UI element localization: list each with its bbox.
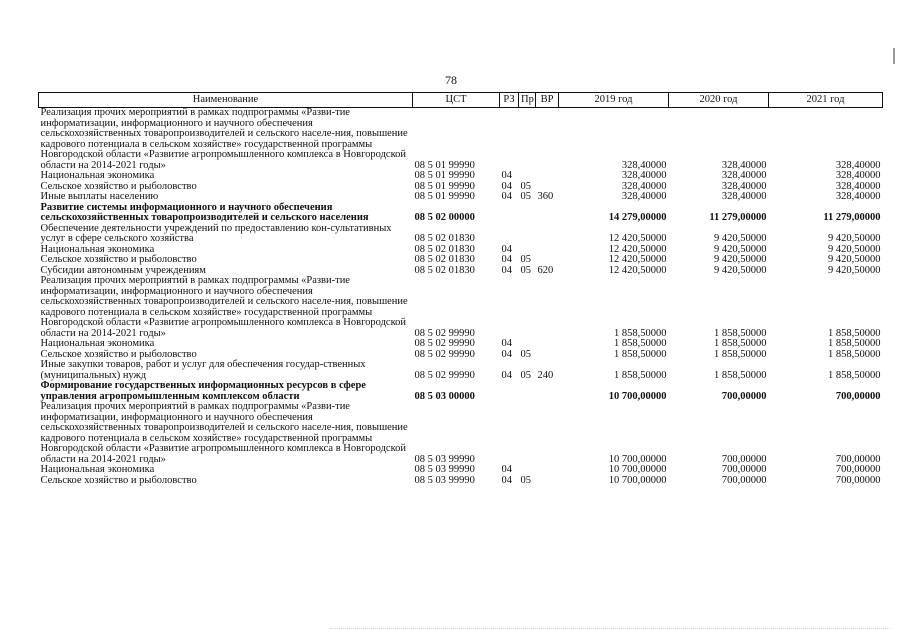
- row-code: 08 5 02 99990: [414, 369, 475, 381]
- row-value-2020: 1 858,50000: [714, 369, 767, 381]
- column-header-code: ЦСТ: [413, 93, 500, 108]
- table-row: [39, 465, 883, 476]
- row-value-2019: 1 858,50000: [614, 348, 667, 360]
- row-name: Реализация прочих мероприятий в рамках подпрограммы «Разви-тие информатизации, информационного и научного обеспечения сельскохозяйственных товаропроизводителей и сельского населе-ния, повышение кадрового потенциала в сельском хозяйстве» государственной программы Новгородской области «Развитие агропромышленного комплекса в Новгородской области на 2014-2021 годы»: [40, 275, 408, 339]
- row-value-2019: 328,40000: [621, 191, 667, 202]
- row-name: Обеспечение деятельности учреждений по предоставлению кон-сультативных услуг в сфере сельского хозяйства: [40, 222, 392, 244]
- row-value-2019: 10 700,00000: [608, 464, 667, 475]
- table-header: [39, 93, 883, 108]
- row-rz: 04: [501, 243, 512, 255]
- row-value-2020: 1 858,50000: [714, 338, 767, 349]
- row-value-2021: 1 858,50000: [828, 338, 881, 349]
- row-pr: [519, 339, 536, 350]
- row-value-2021: 328,40000: [835, 159, 881, 171]
- row-rz: 04: [501, 464, 512, 475]
- row-code: 08 5 02 00000: [414, 212, 475, 223]
- row-value-2021: 1 858,50000: [828, 369, 881, 381]
- table-row: [39, 255, 883, 266]
- table-row: [39, 339, 883, 350]
- row-pr: [519, 381, 536, 402]
- row-rz: [500, 402, 519, 465]
- row-value-2021: 9 420,50000: [828, 254, 881, 265]
- row-vr: [536, 476, 559, 487]
- row-code: 08 5 01 99990: [414, 159, 475, 171]
- row-value-2021: 11 279,00000: [823, 212, 881, 223]
- row-name: Национальная экономика: [40, 243, 155, 255]
- row-value-2021: 9 420,50000: [828, 233, 881, 244]
- row-value-2020: 328,40000: [721, 159, 767, 171]
- row-value-2020: 1 858,50000: [714, 348, 767, 360]
- row-rz: [500, 108, 519, 172]
- row-value-2019: 1 858,50000: [614, 338, 667, 349]
- row-vr: [536, 171, 559, 182]
- row-value-2020: 328,40000: [721, 191, 767, 202]
- row-value-2021: 1 858,50000: [828, 327, 881, 339]
- row-vr: [536, 245, 559, 256]
- column-header-2021: 2021 год: [769, 93, 883, 108]
- row-pr: [519, 171, 536, 182]
- row-rz: 04: [501, 338, 512, 349]
- row-code: 08 5 02 01830: [414, 254, 475, 265]
- row-vr: 620: [537, 264, 554, 276]
- row-code: 08 5 02 99990: [414, 327, 475, 339]
- row-rz: 04: [501, 474, 512, 486]
- row-value-2020: 700,00000: [721, 453, 767, 465]
- row-value-2019: 12 420,50000: [608, 233, 667, 244]
- row-name: Сельское хозяйство и рыболовство: [40, 254, 197, 265]
- row-pr: [519, 224, 536, 245]
- scan-edge-mark: [893, 48, 895, 64]
- column-header-rz: РЗ: [500, 93, 519, 108]
- row-value-2020: 328,40000: [721, 180, 767, 192]
- row-pr: 05: [520, 474, 531, 486]
- row-value-2019: 1 858,50000: [614, 327, 667, 339]
- row-value-2019: 10 700,00000: [608, 390, 667, 402]
- table-row: [39, 402, 883, 465]
- row-value-2021: 700,00000: [835, 390, 881, 402]
- row-name: Иные выплаты населению: [40, 191, 159, 202]
- row-name: Субсидии автономным учреждениям: [40, 264, 206, 276]
- row-vr: [536, 402, 559, 465]
- row-code: 08 5 02 99990: [414, 338, 475, 349]
- row-pr: 05: [520, 254, 531, 265]
- table-body: [39, 108, 883, 487]
- table-row: [39, 192, 883, 203]
- row-vr: [536, 465, 559, 476]
- row-value-2020: 11 279,00000: [709, 212, 767, 223]
- scan-noise: [330, 628, 890, 633]
- row-code: 08 5 03 99990: [414, 474, 475, 486]
- row-code: 08 5 02 01830: [414, 243, 475, 255]
- row-vr: 360: [537, 191, 554, 202]
- row-vr: [536, 350, 559, 361]
- row-value-2019: 328,40000: [621, 180, 667, 192]
- row-code: 08 5 01 99990: [414, 170, 475, 181]
- row-value-2020: 700,00000: [721, 390, 767, 402]
- row-name: Национальная экономика: [40, 170, 155, 181]
- row-value-2019: 328,40000: [621, 170, 667, 181]
- column-header-pr: Пр: [519, 93, 536, 108]
- row-pr: 05: [520, 348, 531, 360]
- row-name: Сельское хозяйство и рыболовство: [40, 348, 197, 360]
- budget-table: [38, 92, 883, 486]
- table-row: [39, 171, 883, 182]
- row-code: 08 5 03 99990: [414, 464, 475, 475]
- row-vr: [536, 224, 559, 245]
- row-value-2020: 9 420,50000: [714, 264, 767, 276]
- row-code: 08 5 03 00000: [414, 390, 475, 402]
- column-header-vr: ВР: [536, 93, 559, 108]
- row-value-2021: 1 858,50000: [828, 348, 881, 360]
- row-value-2021: 328,40000: [835, 170, 881, 181]
- row-value-2019: 12 420,50000: [608, 264, 667, 276]
- row-name: Реализация прочих мероприятий в рамках подпрограммы «Разви-тие информатизации, информационного и научного обеспечения сельскохозяйственных товаропроизводителей и сельского населе-ния, повышение кадрового потенциала в сельском хозяйстве» государственной программы Новгородской области «Развитие агропромышленного комплекса в Новгородской области на 2014-2021 годы»: [40, 107, 408, 171]
- table-row: [39, 476, 883, 487]
- row-pr: [519, 203, 536, 224]
- row-rz: 04: [501, 264, 512, 276]
- row-rz: 04: [501, 348, 512, 360]
- row-value-2019: 12 420,50000: [608, 243, 667, 255]
- page-number: 78: [445, 73, 457, 87]
- row-value-2021: 700,00000: [835, 453, 881, 465]
- table-row: [39, 203, 883, 224]
- row-value-2020: 9 420,50000: [714, 233, 767, 244]
- row-vr: [536, 255, 559, 266]
- table-row: [39, 381, 883, 402]
- row-value-2021: 328,40000: [835, 191, 881, 202]
- row-pr: 05: [520, 180, 531, 192]
- row-rz: 04: [501, 254, 512, 265]
- row-value-2020: 1 858,50000: [714, 327, 767, 339]
- row-value-2020: 328,40000: [721, 170, 767, 181]
- row-code: 08 5 02 01830: [414, 264, 475, 276]
- row-value-2021: 700,00000: [835, 464, 881, 475]
- row-value-2020: 9 420,50000: [714, 254, 767, 265]
- row-rz: 04: [501, 369, 512, 381]
- row-value-2021: 9 420,50000: [828, 264, 881, 276]
- row-pr: 05: [520, 264, 531, 276]
- row-value-2021: 700,00000: [835, 474, 881, 486]
- row-code: 08 5 01 99990: [414, 191, 475, 202]
- row-vr: 240: [537, 369, 554, 381]
- row-value-2019: 328,40000: [621, 159, 667, 171]
- table-row: [39, 108, 883, 172]
- row-pr: [519, 276, 536, 339]
- row-value-2021: 9 420,50000: [828, 243, 881, 255]
- row-value-2019: 10 700,00000: [608, 453, 667, 465]
- table-row: [39, 360, 883, 381]
- row-code: 08 5 02 99990: [414, 348, 475, 360]
- row-name: Национальная экономика: [40, 338, 155, 349]
- row-pr: 05: [520, 369, 531, 381]
- column-header-2019: 2019 год: [559, 93, 669, 108]
- row-name: Иные закупки товаров, работ и услуг для обеспечения государ-ственных (муниципальных) нужд: [40, 359, 366, 381]
- column-header-2020: 2020 год: [669, 93, 769, 108]
- row-value-2019: 12 420,50000: [608, 254, 667, 265]
- row-vr: [536, 339, 559, 350]
- row-value-2020: 700,00000: [721, 464, 767, 475]
- row-pr: 05: [520, 191, 531, 202]
- row-code: 08 5 02 01830: [414, 233, 475, 244]
- row-rz: [500, 224, 519, 245]
- row-vr: [536, 276, 559, 339]
- row-value-2020: 9 420,50000: [714, 243, 767, 255]
- row-value-2019: 14 279,00000: [608, 212, 667, 223]
- row-pr: [519, 402, 536, 465]
- row-rz: [500, 276, 519, 339]
- row-pr: [519, 108, 536, 172]
- column-header-name: Наименование: [39, 93, 413, 108]
- row-rz: 04: [501, 170, 512, 181]
- row-name: Сельское хозяйство и рыболовство: [40, 180, 197, 192]
- row-rz: [500, 381, 519, 402]
- row-rz: 04: [501, 191, 512, 202]
- row-name: Формирование государственных информационных ресурсов в сфере управления агропромышленным комплексом области: [40, 380, 366, 402]
- row-vr: [536, 108, 559, 172]
- row-name: Национальная экономика: [40, 464, 155, 475]
- row-value-2020: 700,00000: [721, 474, 767, 486]
- row-pr: [519, 465, 536, 476]
- row-name: Сельское хозяйство и рыболовство: [40, 474, 197, 486]
- row-rz: [500, 203, 519, 224]
- row-rz: 04: [501, 180, 512, 192]
- row-code: 08 5 03 99990: [414, 453, 475, 465]
- row-vr: [536, 203, 559, 224]
- table-row: [39, 276, 883, 339]
- row-vr: [536, 381, 559, 402]
- row-value-2019: 10 700,00000: [608, 474, 667, 486]
- row-code: 08 5 01 99990: [414, 180, 475, 192]
- table-row: [39, 224, 883, 245]
- row-value-2019: 1 858,50000: [614, 369, 667, 381]
- row-name: Развитие системы информационного и научного обеспечения сельскохозяйственных товаропроизводителей и сельского населения: [40, 201, 369, 223]
- row-name: Реализация прочих мероприятий в рамках подпрограммы «Разви-тие информатизации, информационного и научного обеспечения сельскохозяйственных товаропроизводителей и сельского населе-ния, повышение кадрового потенциала в сельском хозяйстве» государственной программы Новгородской области «Развитие агропромышленного комплекса в Новгородской области на 2014-2021 годы»: [40, 401, 408, 465]
- row-value-2021: 328,40000: [835, 180, 881, 192]
